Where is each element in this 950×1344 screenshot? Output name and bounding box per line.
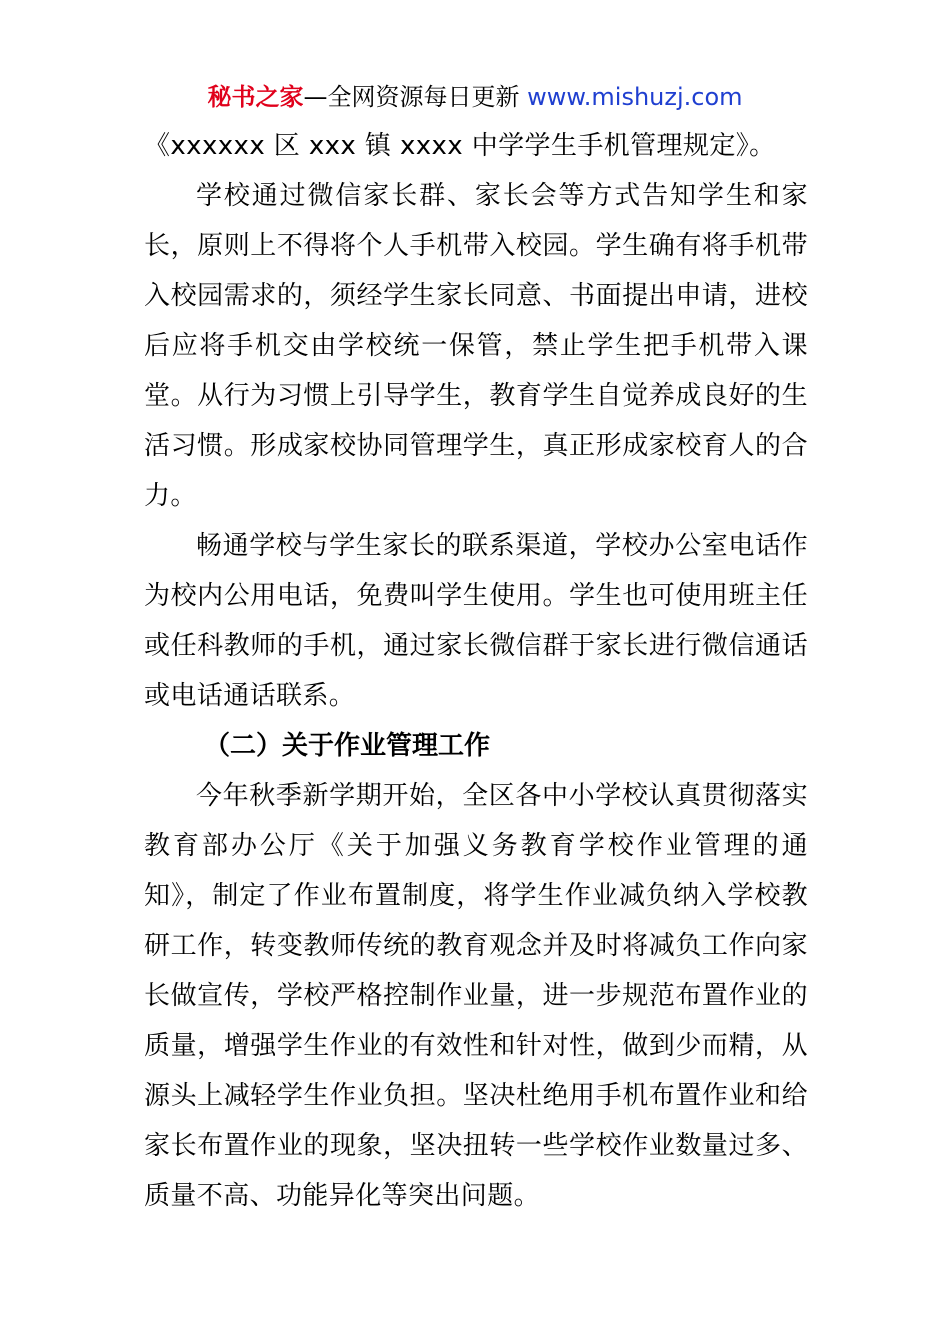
paragraph-contact-channels: 畅通学校与学生家长的联系渠道，学校办公室电话作为校内公用电话，免费叫学生使用。学生也可使用班主任或任科教师的手机，通过家长微信群于家长进行微信通话或电话通话联系。 bbox=[144, 531, 808, 711]
document-body bbox=[144, 121, 808, 1221]
site-brand: 秘书之家 bbox=[207, 83, 304, 111]
page-header bbox=[0, 80, 950, 114]
site-url-link[interactable]: www.mishuzj.com bbox=[527, 83, 743, 111]
section-heading-homework: （二）关于作业管理工作 bbox=[204, 731, 491, 761]
site-tagline: —全网资源每日更新 bbox=[303, 83, 528, 111]
paragraph-phone-policy: 学校通过微信家长群、家长会等方式告知学生和家长，原则上不得将个人手机带入校园。学生确有将手机带入校园需求的，须经学生家长同意、书面提出申请，进校后应将手机交由学校统一保管，禁止学生把手机带入课堂。从行为习惯上引导学生，教育学生自觉养成良好的生活习惯。形成家校协同管理学生，真正形成家校育人的合力。 bbox=[144, 181, 808, 511]
paragraph-regulation-title: 《xxxxxx 区 xxx 镇 xxxx 中学学生手机管理规定》。 bbox=[144, 131, 776, 161]
paragraph-homework-management: 今年秋季新学期开始，全区各中小学校认真贯彻落实教育部办公厅《关于加强义务教育学校作业管理的通知》，制定了作业布置制度，将学生作业减负纳入学校教研工作，转变教师传统的教育观念并及时将减负工作向家长做宣传，学校严格控制作业量，进一步规范布置作业的质量，增强学生作业的有效性和针对性，做到少而精，从源头上减轻学生作业负担。坚决杜绝用手机布置作业和给家长布置作业的现象，坚决扭转一些学校作业数量过多、质量不高、功能异化等突出问题。 bbox=[144, 781, 808, 1211]
